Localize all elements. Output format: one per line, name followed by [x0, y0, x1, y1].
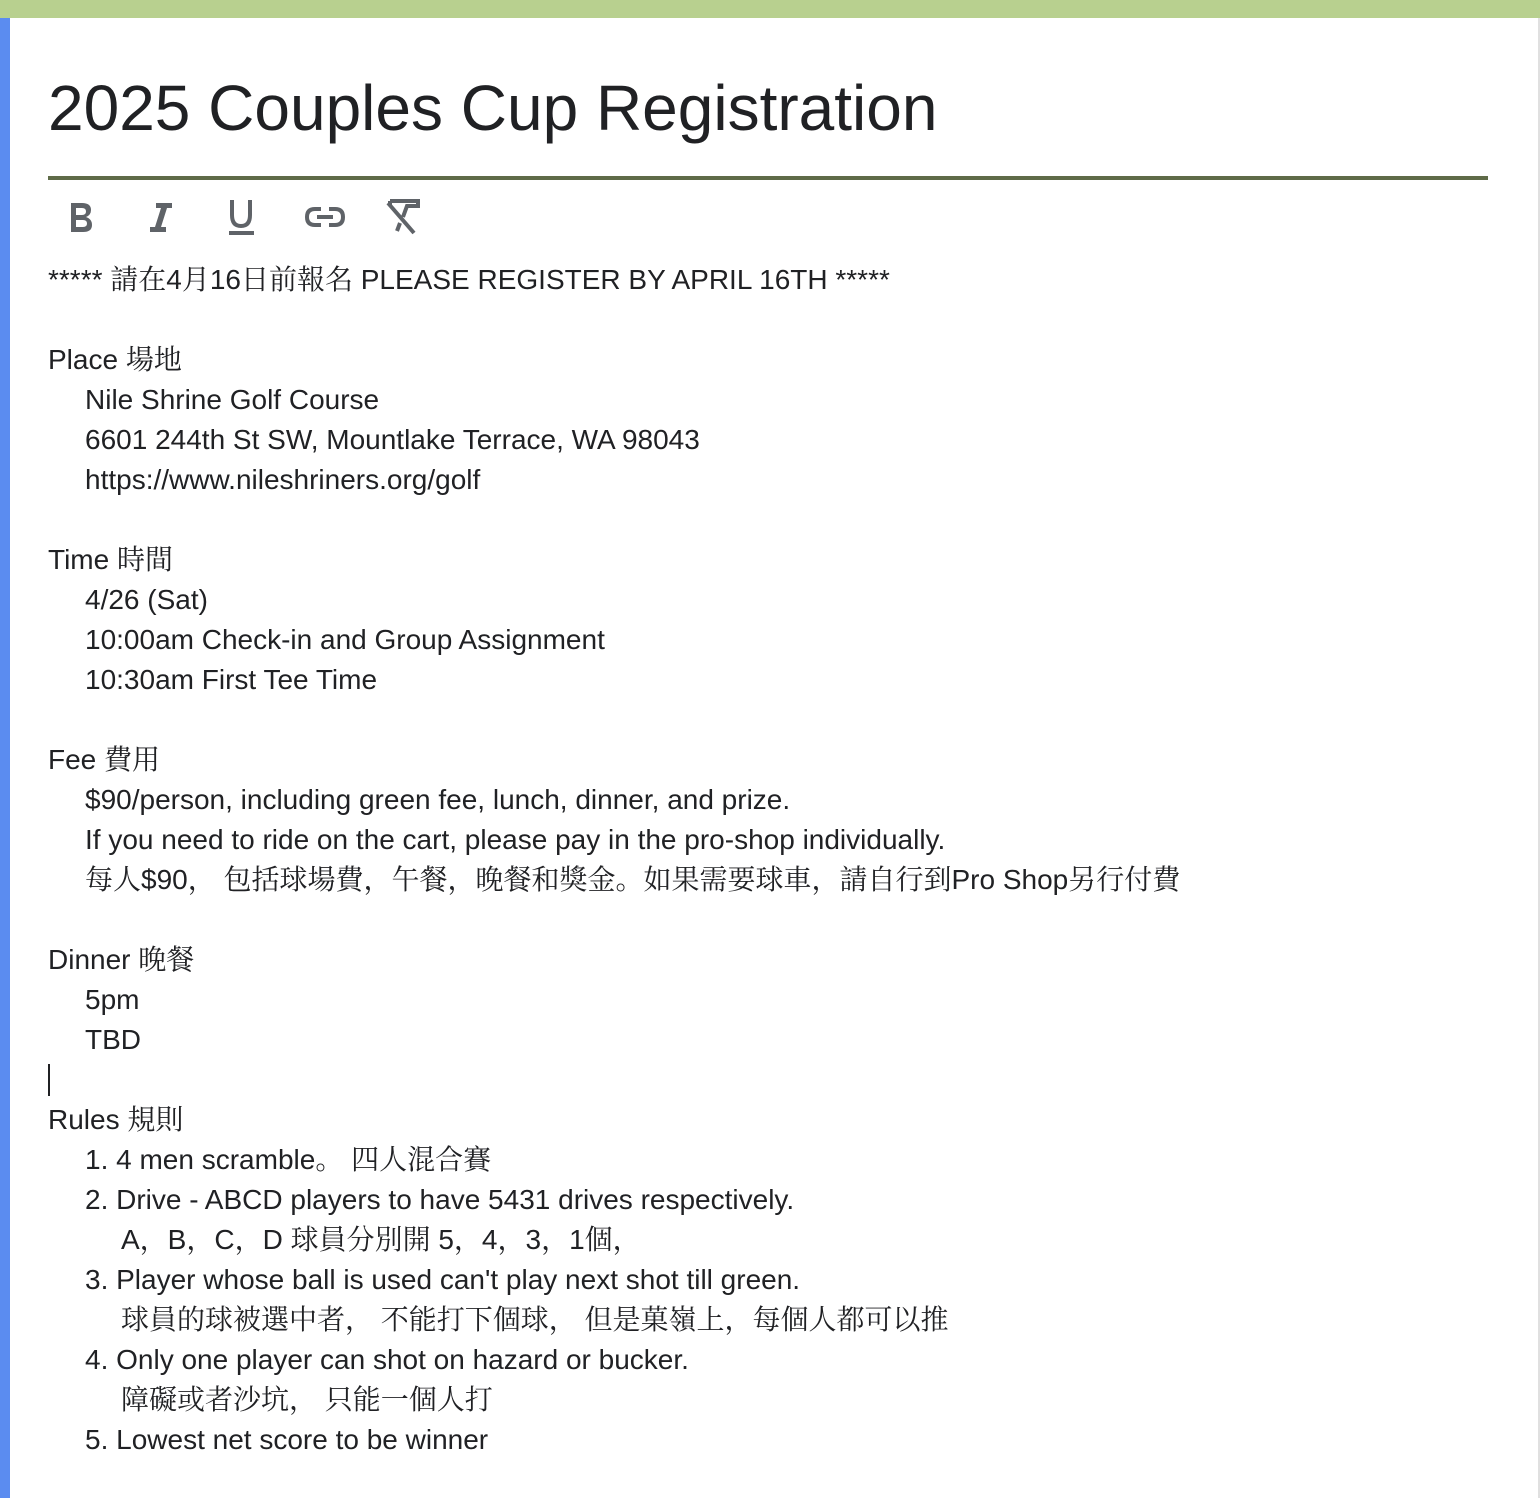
rule-translation: A，B，C，D 球員分別開 5，4，3，1個，	[121, 1224, 641, 1255]
italic-icon	[144, 197, 178, 237]
time-line: 10:30am First Tee Time	[85, 664, 378, 695]
rule-item: 5. Lowest net score to be winner	[85, 1424, 489, 1455]
rules-heading: Rules 規則	[48, 1104, 184, 1135]
dinner-line: 5pm	[85, 984, 140, 1015]
rule-translation: 球員的球被選中者， 不能打下個球， 但是菓嶺上，每個人都可以推	[121, 1304, 949, 1335]
time-heading: Time 時間	[48, 544, 173, 575]
rule-item: 1. 4 men scramble。 四人混合賽	[85, 1144, 492, 1175]
blank-line	[48, 500, 1508, 540]
fee-line: $90/person, including green fee, lunch, dinner, and prize.	[85, 784, 791, 815]
time-line: 10:00am Check-in and Group Assignment	[85, 624, 605, 655]
formatting-toolbar	[64, 182, 464, 252]
form-title-field[interactable]	[48, 66, 1488, 180]
underline-button[interactable]	[224, 182, 304, 252]
registration-notice: ***** 請在4月16日前報名 PLEASE REGISTER BY APRIL 16TH *****	[48, 264, 890, 295]
clear-formatting-button[interactable]	[384, 182, 464, 252]
rule-item: 3. Player whose ball is used can't play next shot till green.	[85, 1264, 801, 1295]
form-title[interactable]: 2025 Couples Cup Registration	[48, 72, 938, 144]
rule-translation: 障礙或者沙坑， 只能一個人打	[121, 1384, 493, 1415]
form-title-card	[10, 18, 1538, 1498]
place-line: https://www.nileshriners.org/golf	[85, 464, 481, 495]
link-icon	[304, 197, 346, 237]
cursor-line	[48, 1060, 1508, 1100]
dinner-line: TBD	[85, 1024, 141, 1055]
place-heading: Place 場地	[48, 344, 182, 375]
form-description[interactable]	[48, 260, 1508, 1460]
active-card-indicator	[0, 18, 10, 1498]
fee-heading: Fee 費用	[48, 744, 161, 775]
fee-line: If you need to ride on the cart, please pay in the pro-shop individually.	[85, 824, 946, 855]
link-button[interactable]	[304, 182, 384, 252]
rule-item: 2. Drive - ABCD players to have 5431 drives respectively.	[85, 1184, 795, 1215]
form-header-accent	[0, 0, 1540, 18]
clear-formatting-icon	[384, 195, 424, 239]
dinner-heading: Dinner 晚餐	[48, 944, 195, 975]
blank-line	[48, 700, 1508, 740]
time-line: 4/26 (Sat)	[85, 584, 208, 615]
text-cursor	[48, 1064, 50, 1096]
bold-button[interactable]	[64, 182, 144, 252]
underline-icon	[224, 195, 258, 239]
place-line: 6601 244th St SW, Mountlake Terrace, WA 98043	[85, 424, 700, 455]
fee-line: 每人$90， 包括球場費，午餐，晚餐和獎金。如果需要球車，請自行到Pro Shop另行付費	[85, 864, 1181, 895]
italic-button[interactable]	[144, 182, 224, 252]
blank-line	[48, 900, 1508, 940]
rule-item: 4. Only one player can shot on hazard or bucker.	[85, 1344, 689, 1375]
blank-line	[48, 300, 1508, 340]
bold-icon	[64, 197, 98, 237]
place-line: Nile Shrine Golf Course	[85, 384, 380, 415]
